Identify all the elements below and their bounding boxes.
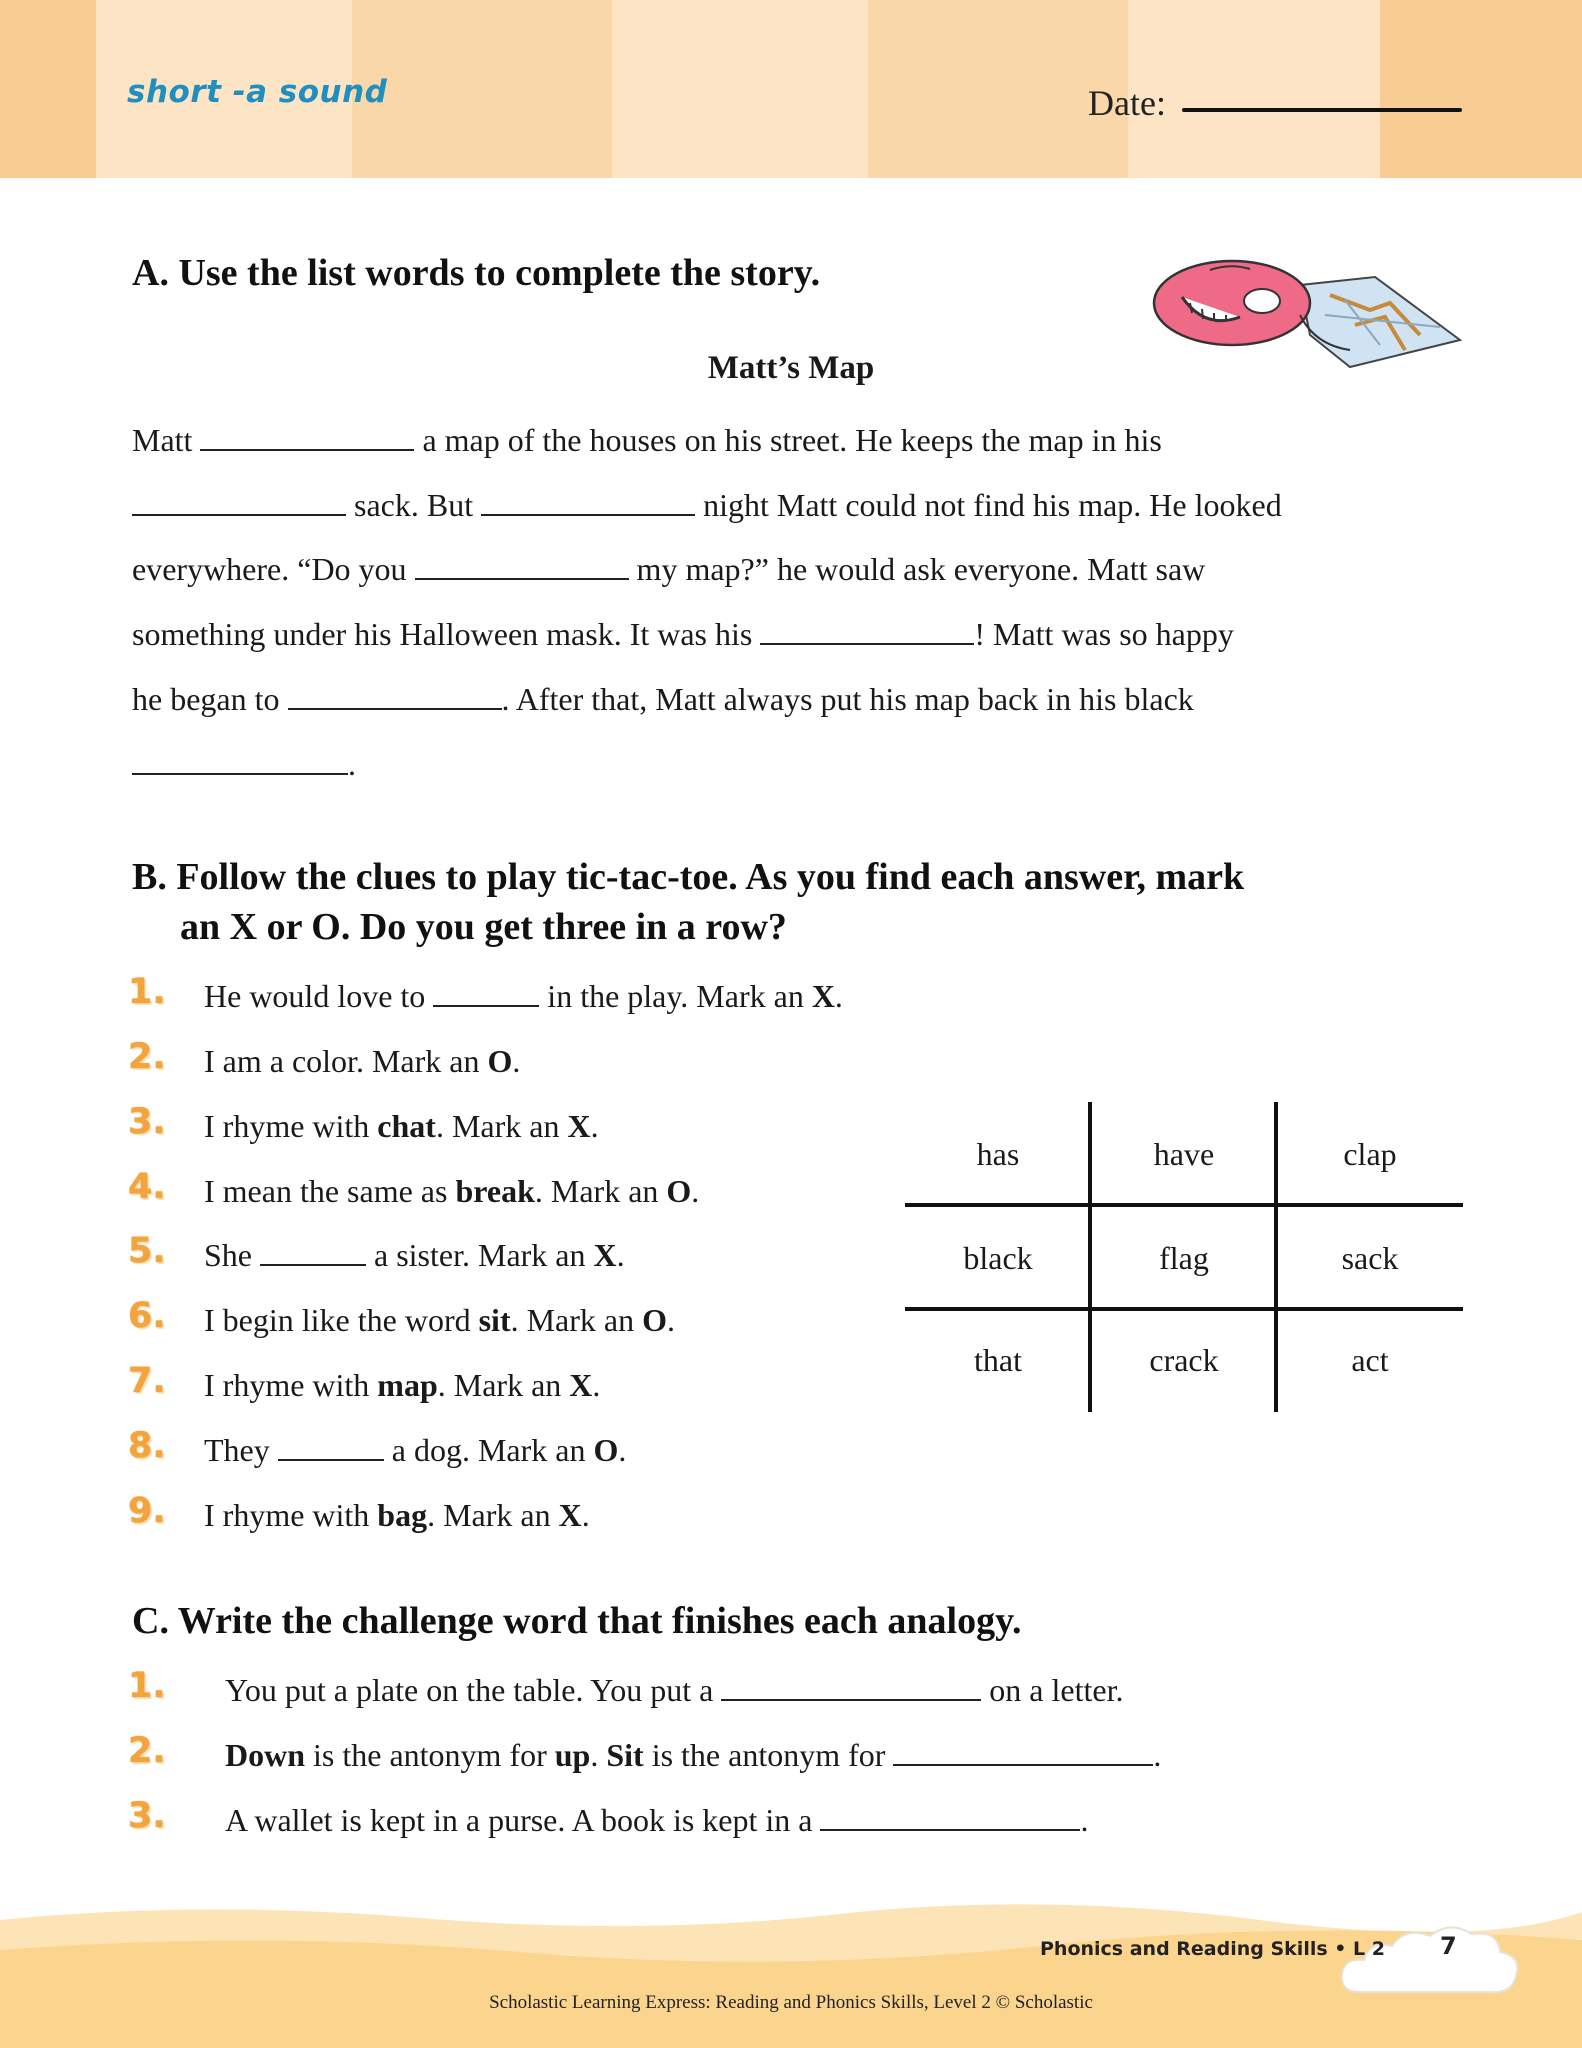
clue-number: 2. — [128, 1037, 166, 1077]
story-line-2: sack. But night Matt could not find his map. He looked — [132, 485, 1282, 525]
clue-2: I am a color. Mark an O. — [204, 1043, 521, 1079]
page-number: 7 — [1440, 1932, 1457, 1960]
analogy-number: 2. — [128, 1731, 166, 1771]
grid-cell[interactable]: flag — [1159, 1240, 1209, 1276]
clue-4: I mean the same as break. Mark an O. — [204, 1173, 700, 1209]
clue-blank-8[interactable] — [278, 1431, 384, 1461]
clue-number: 4. — [128, 1167, 166, 1207]
clue-number: 3. — [128, 1102, 166, 1142]
section-a-heading: A. Use the list words to complete the story. — [132, 252, 821, 294]
analogy-blank-1[interactable] — [721, 1671, 981, 1701]
grid-cell[interactable]: black — [963, 1240, 1033, 1276]
clue-3: I rhyme with chat. Mark an X. — [204, 1108, 599, 1144]
date-label: Date: — [1088, 83, 1166, 123]
story-title: Matt’s Map — [707, 350, 875, 386]
footer-copyright: Scholastic Learning Express: Reading and Phonics Skills, Level 2 © Scholastic — [489, 1992, 1093, 2013]
section-b-heading-line1: B. Follow the clues to play tic-tac-toe. As you find each answer, mark — [132, 856, 1245, 898]
footer-series: Phonics and Reading Skills • L 2 — [1040, 1938, 1385, 1960]
story-blank-5[interactable] — [760, 615, 974, 645]
story-line-5: he began to . After that, Matt always put his map back in his black — [132, 681, 1194, 717]
clue-1: He would love to in the play. Mark an X. — [204, 978, 843, 1014]
story-blank-2[interactable] — [132, 486, 346, 516]
story-blank-6[interactable] — [288, 680, 502, 710]
story-line-4: something under his Halloween mask. It was his ! Matt was so happy — [132, 616, 1234, 652]
clue-number: 6. — [128, 1296, 166, 1336]
story-line-6: . — [132, 744, 356, 784]
grid-cell[interactable]: has — [976, 1136, 1020, 1172]
story-blank-7[interactable] — [132, 745, 348, 775]
clue-blank-1[interactable] — [433, 977, 539, 1007]
clue-7: I rhyme with map. Mark an X. — [204, 1367, 601, 1403]
grid-cell[interactable]: act — [1351, 1342, 1389, 1378]
clue-6: I begin like the word sit. Mark an O. — [204, 1302, 675, 1338]
clue-8: They a dog. Mark an O. — [204, 1432, 627, 1468]
analogy-blank-2[interactable] — [893, 1736, 1153, 1766]
clue-9: I rhyme with bag. Mark an X. — [204, 1497, 590, 1533]
clue-5: She a sister. Mark an X. — [204, 1237, 625, 1273]
grid-cell[interactable]: crack — [1149, 1342, 1219, 1378]
analogy-3: A wallet is kept in a purse. A book is kept in a . — [225, 1802, 1089, 1838]
clue-number: 1. — [128, 972, 166, 1012]
analogy-blank-3[interactable] — [820, 1801, 1080, 1831]
topic-label: short -a sound — [127, 74, 388, 110]
story-blank-4[interactable] — [415, 550, 629, 580]
grid-cell[interactable]: that — [974, 1342, 1022, 1378]
date-input-line[interactable] — [1182, 108, 1462, 112]
story-blank-1[interactable] — [200, 421, 414, 451]
clue-number: 8. — [128, 1426, 166, 1466]
story-blank-3[interactable] — [481, 486, 695, 516]
analogy-number: 1. — [128, 1666, 166, 1706]
grid-cell[interactable]: sack — [1341, 1240, 1399, 1276]
story-line-1: Matt a map of the houses on his street. He keeps the map in his — [132, 422, 1162, 458]
clue-number: 7. — [128, 1361, 166, 1401]
story-line-3: everywhere. “Do you my map?” he would ask everyone. Matt saw — [132, 551, 1206, 587]
analogy-2: Down is the antonym for up. Sit is the antonym for . — [225, 1737, 1162, 1773]
grid-cell[interactable]: have — [1153, 1136, 1215, 1172]
clue-number: 5. — [128, 1231, 166, 1271]
analogy-number: 3. — [128, 1796, 166, 1836]
clue-blank-5[interactable] — [260, 1236, 366, 1266]
analogy-1: You put a plate on the table. You put a on a letter. — [225, 1672, 1124, 1708]
section-b-heading-line2: an X or O. Do you get three in a row? — [180, 906, 787, 948]
clue-number: 9. — [128, 1491, 166, 1531]
grid-cell[interactable]: clap — [1343, 1136, 1397, 1172]
section-c-heading: C. Write the challenge word that finishes each analogy. — [132, 1600, 1022, 1642]
tic-tac-toe-grid — [905, 1102, 1463, 1412]
